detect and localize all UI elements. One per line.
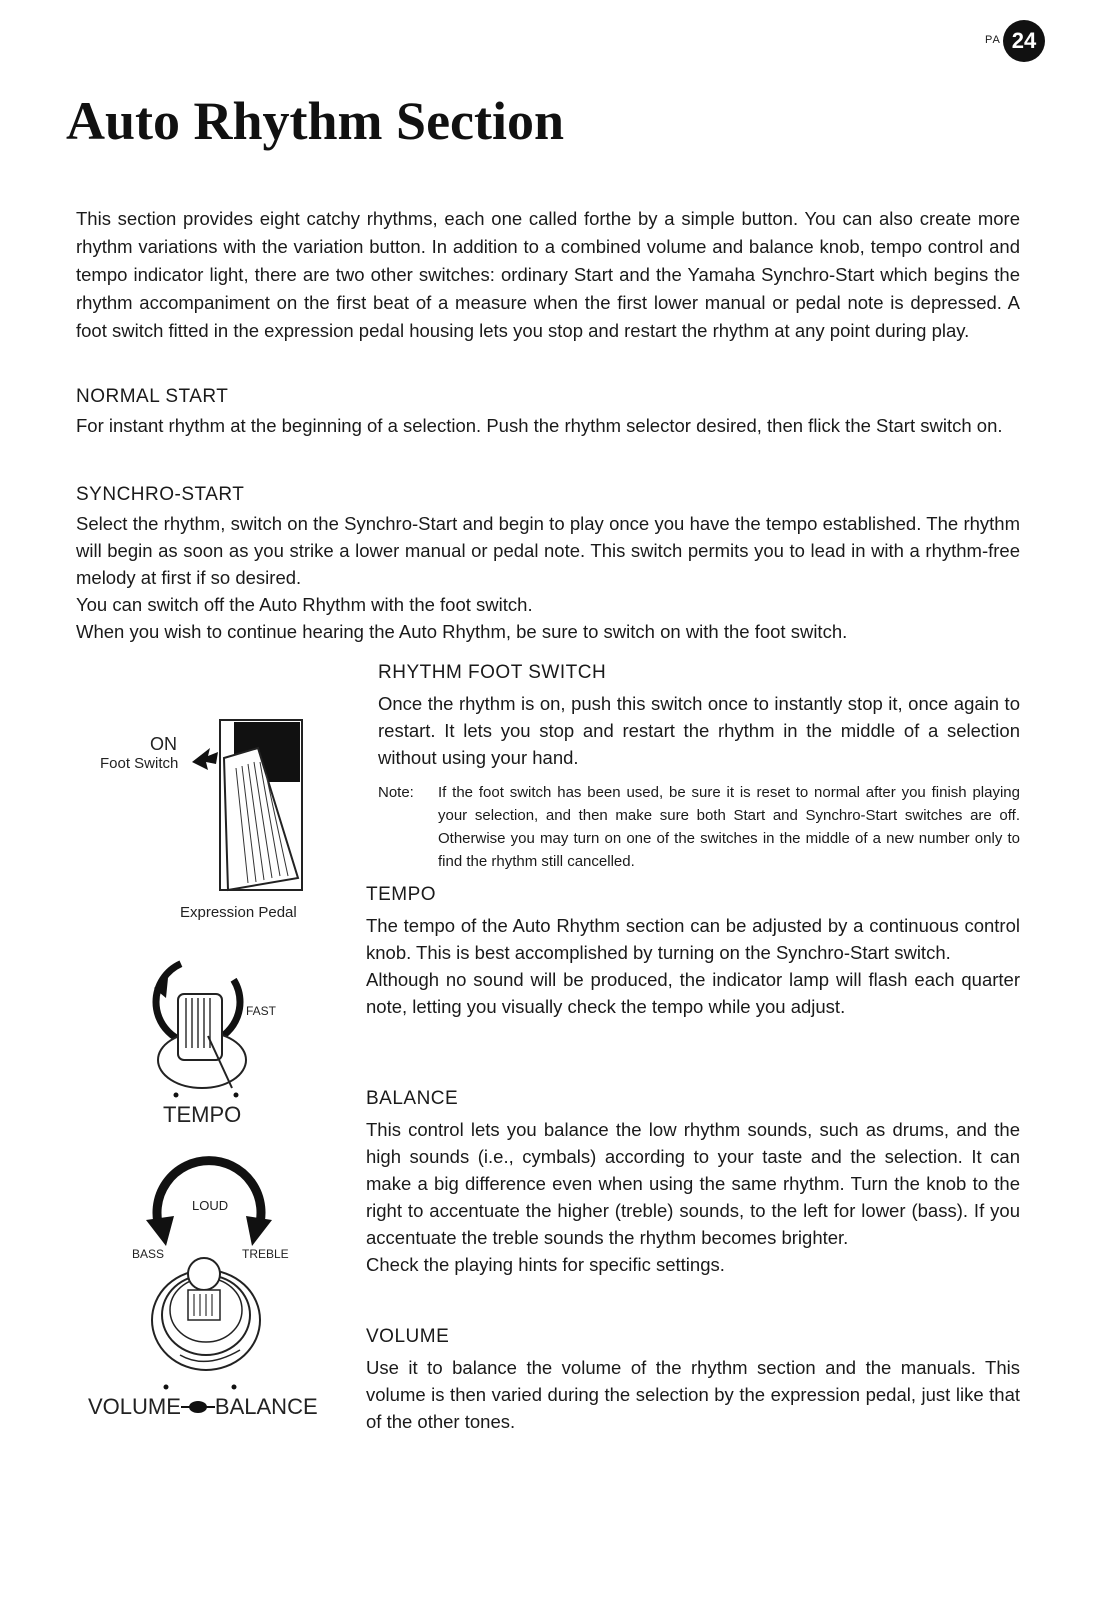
- balance-heading: BALANCE: [366, 1088, 459, 1109]
- fast-label: FAST: [246, 1004, 277, 1018]
- tempo-section: [366, 884, 1020, 1020]
- volume-section: [366, 1326, 1020, 1435]
- synchro-start-text-2: You can switch off the Auto Rhythm with the foot switch.: [76, 594, 533, 615]
- synchro-start-text-3: When you wish to continue hearing the Auto Rhythm, be sure to switch on with the foot switch.: [76, 621, 848, 642]
- bass-label: BASS: [132, 1247, 165, 1261]
- tempo-knob-label: TEMPO: [163, 1102, 242, 1127]
- volume-knob-label: VOLUME: [88, 1394, 181, 1419]
- rhythm-foot-switch-heading: RHYTHM FOOT SWITCH: [378, 662, 607, 683]
- balance-text-1: This control lets you balance the low rhythm sounds, such as drums, and the high sounds (i.e., cymbals) according to your taste and the selection. It can make a big difference even when using the same rhythm. Turn the knob to the right to accentuate the higher (treble) sounds, to the left for lower (bass). If you accentuate the treble sounds the rhythm becomes brighter.: [366, 1119, 1020, 1248]
- rhythm-foot-switch-section: [378, 662, 1020, 873]
- foot-switch-label: Foot Switch: [100, 755, 179, 772]
- note-label: Note:: [378, 784, 414, 801]
- tempo-heading: TEMPO: [366, 884, 437, 905]
- intro-paragraph: This section provides eight catchy rhythms, each one called forthe by a simple button. You can also create more rhythm variations with the variation button. In addition to a combined volume and balance knob, tempo control and tempo indicator light, there are two other switches: ordinary Start and the Yamaha Synchro-Start which begins the rhythm accompaniment on the first beat of a measure when the first lower manual or pedal note is depressed. A foot switch fitted in the expression pedal housing lets you stop and restart the rhythm at any point during play.: [76, 208, 1020, 341]
- tempo-knob-illustration: [148, 948, 268, 1098]
- page-prefix: PA: [985, 34, 1001, 46]
- expression-pedal-illustration: [188, 718, 308, 898]
- synchro-start-heading: SYNCHRO-START: [76, 484, 245, 505]
- synchro-start-text-1: Select the rhythm, switch on the Synchro-Start and begin to play once you have the tempo established. The rhythm will begin as soon as you strike a lower manual or pedal note. This switch permits you to lead in with a rhythm-free melody at first if so desired.: [76, 513, 1020, 588]
- balance-section: [366, 1088, 1020, 1278]
- synchro-start-section: [76, 484, 1020, 645]
- normal-start-heading: NORMAL START: [76, 386, 229, 407]
- tempo-text-2: Although no sound will be produced, the indicator lamp will flash each quarter note, letting you visually check the tempo while you adjust.: [366, 969, 1020, 1017]
- balance-text-2: Check the playing hints for specific settings.: [366, 1254, 725, 1275]
- volume-indicator-dots: [162, 1382, 242, 1392]
- note-block: [378, 781, 1020, 873]
- loud-label: LOUD: [192, 1198, 229, 1213]
- note-text: If the foot switch has been used, be sure it is reset to normal after you finish playing your selection, and then make sure both Start and Synchro-Start switches are off. Otherwise you may turn on one of the switches in the middle of a new number only to find the rhythm still cancelled.: [438, 784, 1020, 870]
- on-label: ON: [150, 734, 177, 754]
- tempo-text-1: The tempo of the Auto Rhythm section can be adjusted by a continuous control knob. This is best accomplished by turning on the Synchro-Start switch.: [366, 915, 1020, 963]
- page-number-badge: [985, 20, 1065, 64]
- tempo-indicator-dots: [172, 1090, 242, 1100]
- normal-start-section: [76, 386, 1020, 439]
- volume-balance-label: [88, 1394, 318, 1420]
- volume-heading: VOLUME: [366, 1326, 450, 1347]
- page-title: Auto Rhythm Section: [66, 91, 565, 151]
- rhythm-foot-switch-text: Once the rhythm is on, push this switch once to instantly stop it, once again to restart. It lets you stop and restart the rhythm in the middle of a selection without using your hand.: [378, 693, 1020, 768]
- treble-label: TREBLE: [242, 1247, 289, 1261]
- normal-start-text: For instant rhythm at the beginning of a selection. Push the rhythm selector desired, then flick the Start switch on.: [76, 415, 1003, 436]
- expression-pedal-label: Expression Pedal: [180, 904, 297, 921]
- volume-text: Use it to balance the volume of the rhythm section and the manuals. This volume is then varied during the selection by the expression pedal, just like that of the other tones.: [366, 1357, 1020, 1432]
- balance-knob-label: BALANCE: [214, 1394, 318, 1419]
- page-number: 24: [1003, 20, 1045, 62]
- knob-connector-icon: [181, 1397, 215, 1417]
- volume-balance-knob-illustration: [140, 1150, 280, 1390]
